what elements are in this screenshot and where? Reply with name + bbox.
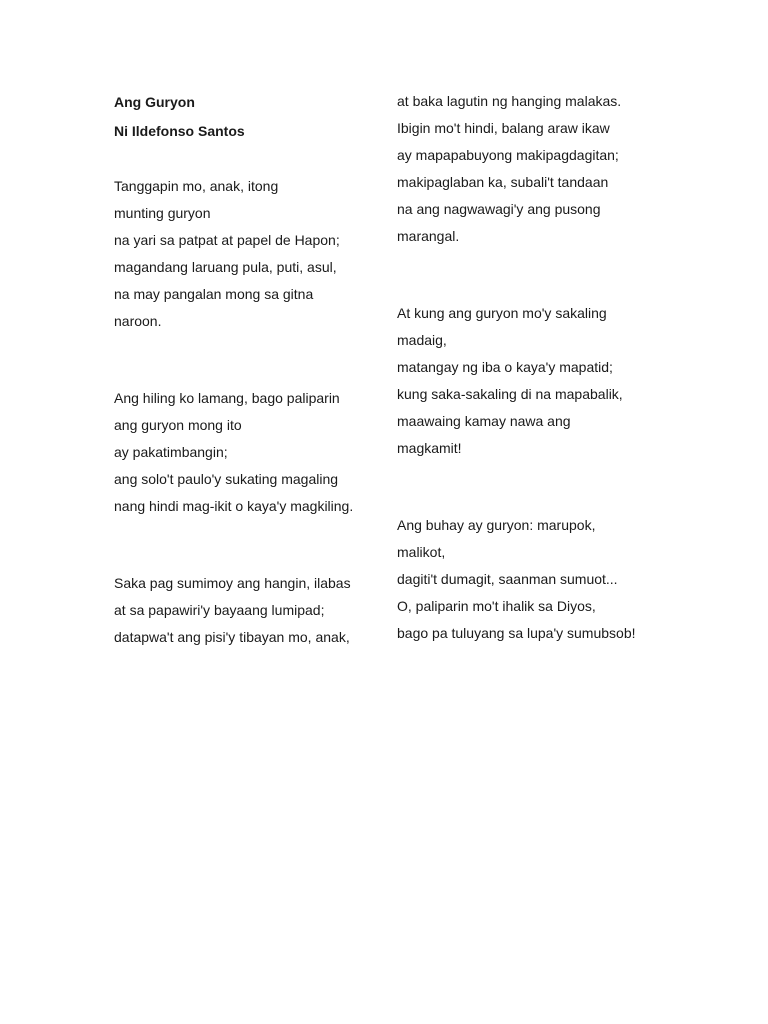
poem-line: makipaglaban ka, subali't tandaan (397, 174, 609, 190)
poem-line: ang solo't paulo'y sukating magaling (114, 471, 339, 487)
poem-line: Tanggapin mo, anak, itong (114, 178, 279, 194)
poem-line: Saka pag sumimoy ang hangin, ilabas (114, 575, 351, 591)
poem-line: nang hindi mag-ikit o kaya'y magkiling. (114, 498, 354, 514)
poem-line: ang guryon mong ito (114, 417, 242, 433)
stanza-6 (397, 512, 697, 647)
poem-line: bago pa tuluyang sa lupa'y sumubsob! (397, 625, 636, 641)
poem-line: na may pangalan mong sa gitna (114, 286, 314, 302)
poem-line: Ang hiling ko lamang, bago paliparin (114, 390, 340, 406)
poem-line: matangay ng iba o kaya'y mapatid; (397, 359, 613, 375)
poem-line: na ang nagwawagi'y ang pusong (397, 201, 601, 217)
poem-line: munting guryon (114, 205, 211, 221)
poem-line: kung saka-sakaling di na mapabalik, (397, 386, 623, 402)
stanza-1 (114, 173, 394, 335)
stanza-2 (114, 385, 394, 520)
poem-line: marangal. (397, 228, 460, 244)
poem-line: na yari sa patpat at papel de Hapon; (114, 232, 340, 248)
stanza-3 (114, 570, 394, 651)
poem-line: at sa papawiri'y bayaang lumipad; (114, 602, 325, 618)
poem-line: malikot, (397, 544, 446, 560)
poem-line: madaig, (397, 332, 447, 348)
poem-title: Ang Guryon (114, 94, 195, 110)
poem-line: Ang buhay ay guryon: marupok, (397, 517, 596, 533)
poem-author: Ni Ildefonso Santos (114, 123, 245, 139)
stanza-5 (397, 300, 697, 462)
poem-line: naroon. (114, 313, 162, 329)
poem-line: Ibigin mo't hindi, balang araw ikaw (397, 120, 610, 136)
poem-line: dagiti't dumagit, saanman sumuot... (397, 571, 618, 587)
stanza-4 (397, 88, 697, 250)
poem-line: O, paliparin mo't ihalik sa Diyos, (397, 598, 596, 614)
poem-line: magandang laruang pula, puti, asul, (114, 259, 337, 275)
poem-line: datapwa't ang pisi'y tibayan mo, anak, (114, 629, 350, 645)
right-column (397, 88, 697, 647)
poem-line: ay pakatimbangin; (114, 444, 228, 460)
poem-line: at baka lagutin ng hanging malakas. (397, 93, 622, 109)
poem-line: At kung ang guryon mo'y sakaling (397, 305, 607, 321)
poem-line: magkamit! (397, 440, 462, 456)
poem-line: ay mapapabuyong makipagdagitan; (397, 147, 619, 163)
left-column (114, 88, 394, 651)
poem-line: maawaing kamay nawa ang (397, 413, 571, 429)
